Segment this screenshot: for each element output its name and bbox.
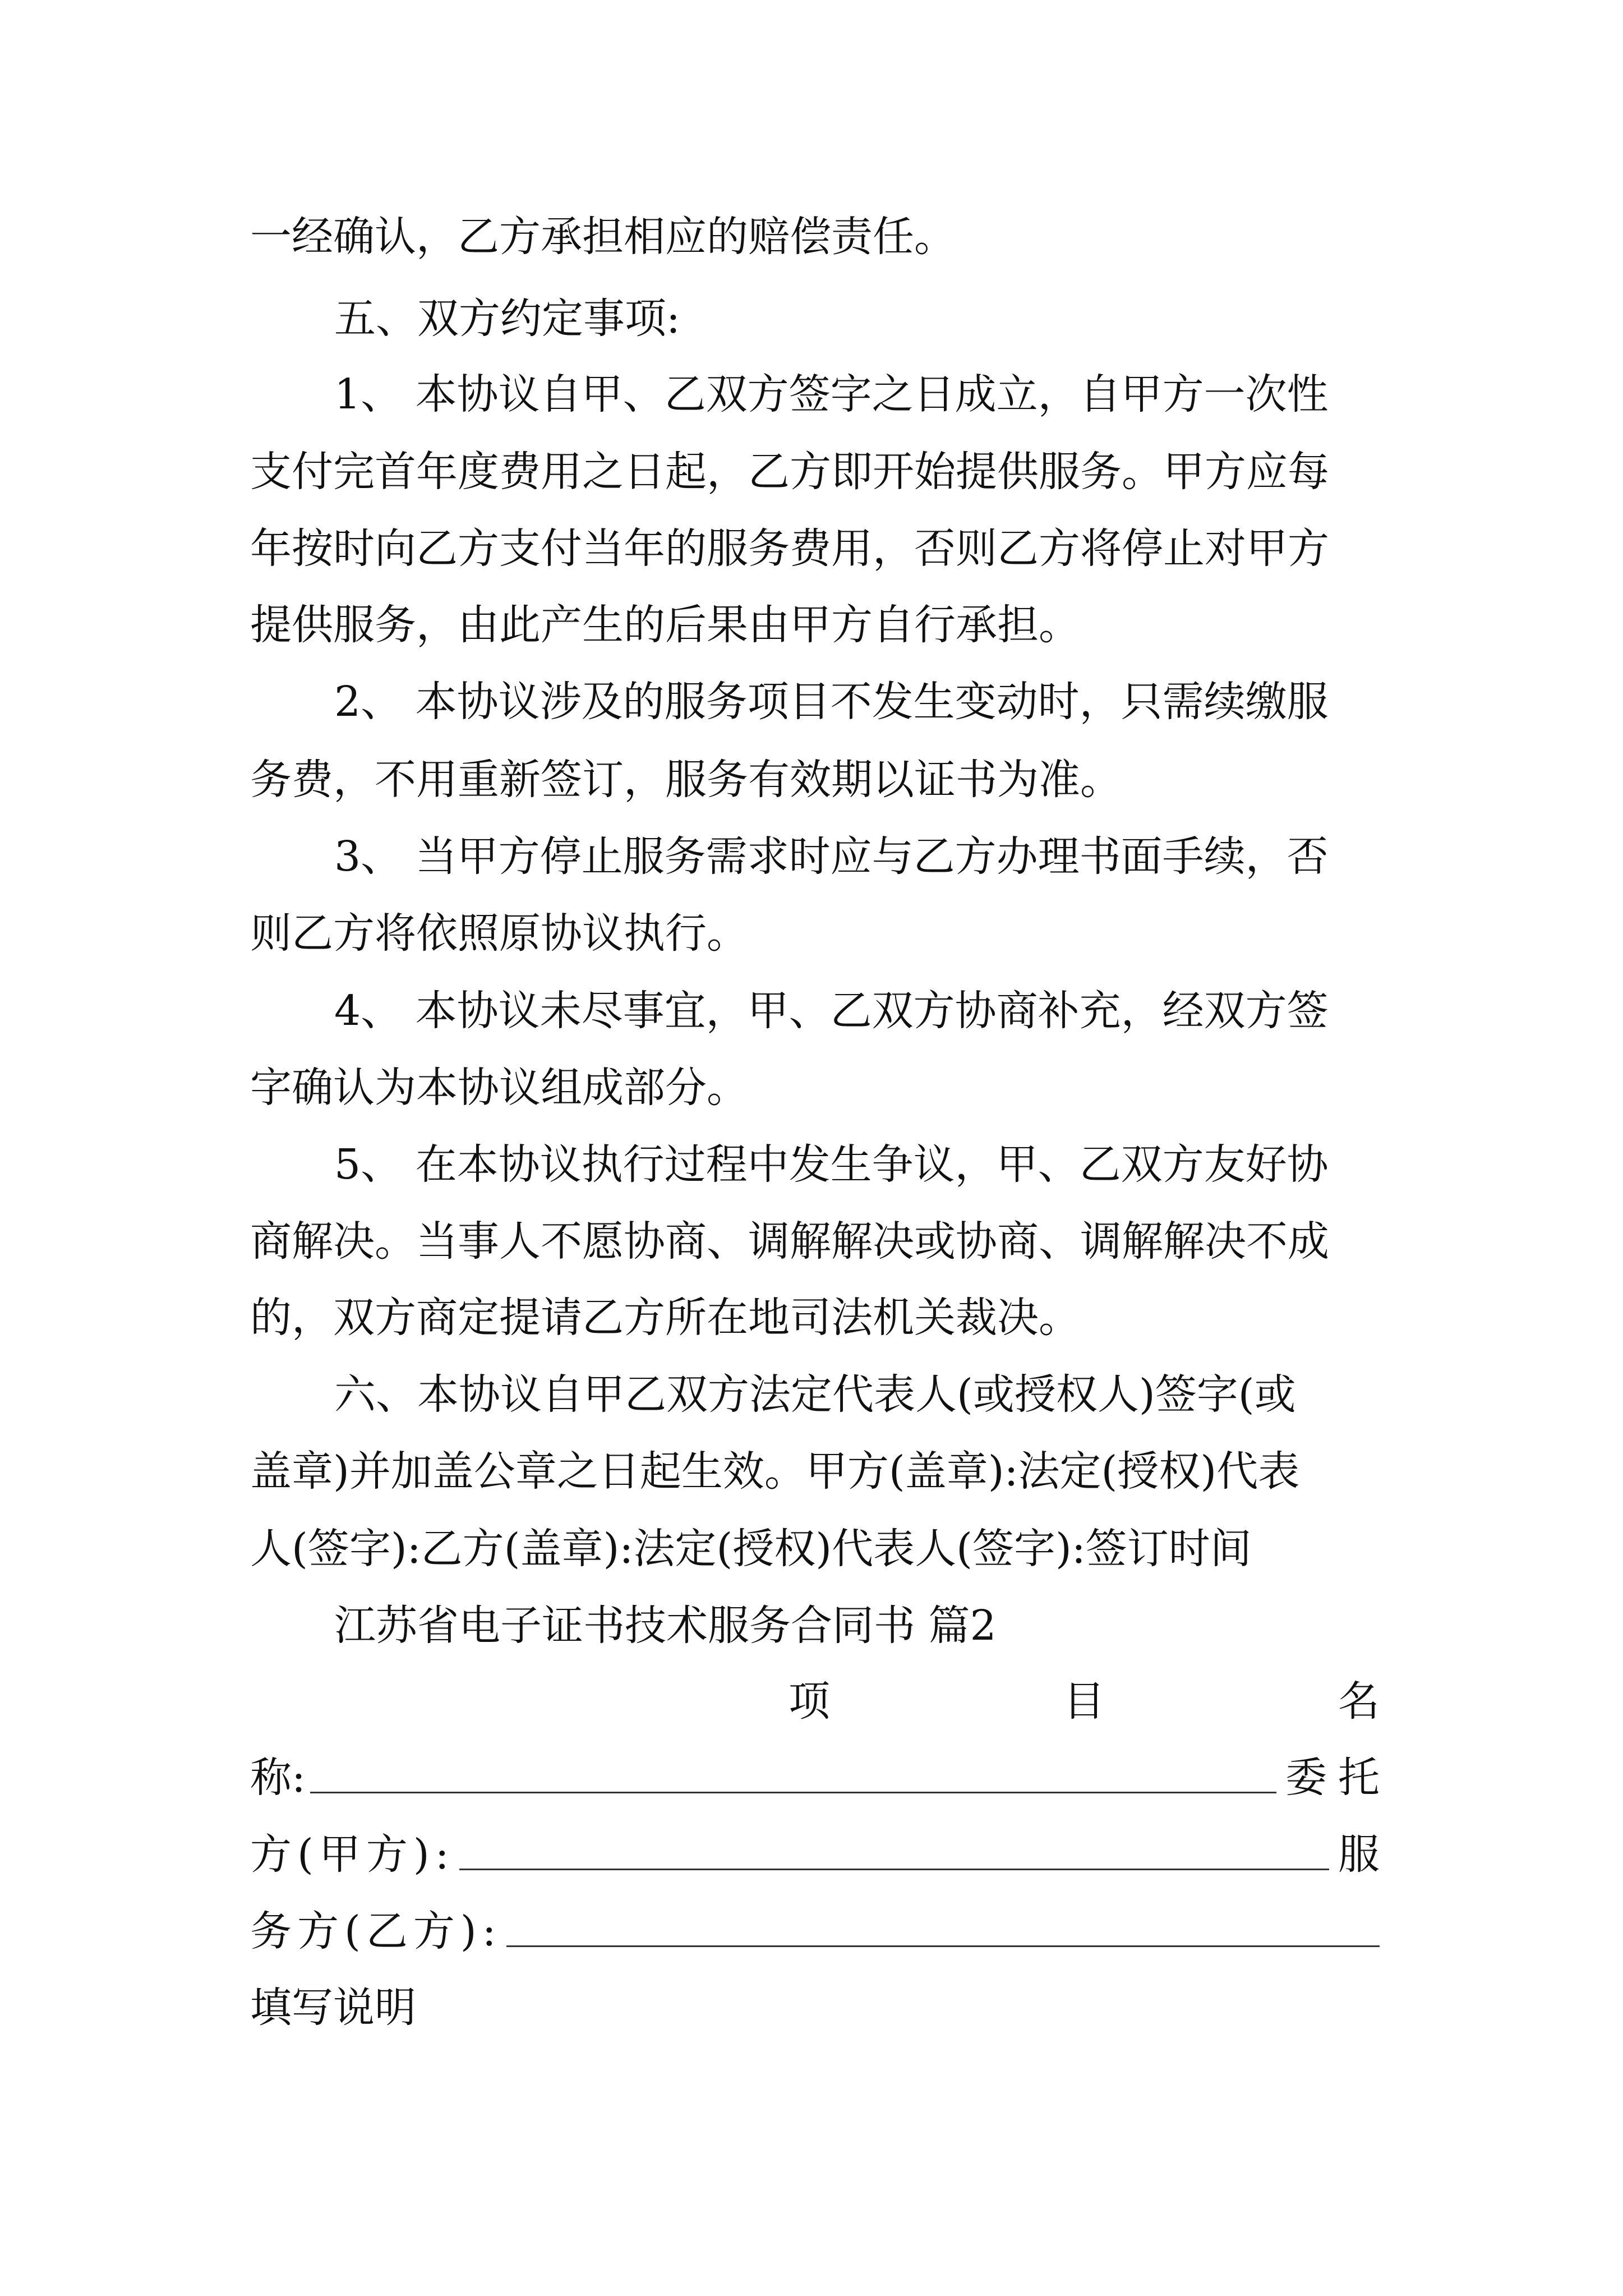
clause-2-line-1: 2、 本协议涉及的服务项目不发生变动时，只需续缴服	[334, 678, 1329, 726]
clause-1-line-4: 提供服务，由此产生的后果由甲方自行承担。	[250, 601, 1080, 649]
provider-field[interactable]	[506, 1910, 1380, 1947]
project-name-field[interactable]	[310, 1756, 1276, 1793]
clause-5-line-2: 商解决。当事人不愿协商、调解解决或协商、调解解决不成	[250, 1217, 1329, 1266]
section-heading: 五、双方约定事项:	[334, 295, 680, 343]
instructions-heading: 填写说明	[250, 1984, 416, 2032]
service-label: 服	[1338, 1830, 1380, 1879]
provider-label: 务方(乙方):	[250, 1907, 502, 1955]
clause-1-line-2: 支付完首年度费用之日起，乙方即开始提供服务。甲方应每	[250, 448, 1329, 496]
clause-6-line-2: 盖章)并加盖公章之日起生效。甲方(盖章):法定(授权)代表	[250, 1447, 1300, 1496]
document-title: 江苏省电子证书技术服务合同书 篇2	[334, 1602, 997, 1650]
spaced-char: 目	[1063, 1677, 1105, 1726]
clause-5-line-1: 5、 在本协议执行过程中发生争议，甲、乙双方友好协	[334, 1140, 1329, 1189]
client-label: 方(甲方):	[250, 1830, 455, 1879]
clause-4-line-2: 字确认为本协议组成部分。	[250, 1064, 748, 1112]
spaced-char: 项	[789, 1677, 830, 1726]
project-name-row	[250, 1750, 1380, 1806]
clause-6-line-1: 六、本协议自甲乙双方法定代表人(或授权人)签字(或	[334, 1370, 1296, 1419]
spaced-char: 名	[1338, 1677, 1380, 1726]
clause-2-line-2: 务费，不用重新签订，服务有效期以证书为准。	[250, 756, 1122, 804]
client-field[interactable]	[459, 1833, 1329, 1870]
clause-1-line-3: 年按时向乙方支付当年的服务费用，否则乙方将停止对甲方	[250, 524, 1329, 573]
project-name-label	[789, 1673, 1380, 1729]
paragraph-line: 一经确认，乙方承担相应的赔偿责任。	[250, 213, 956, 261]
clause-1-line-1: 1、 本协议自甲、乙双方签字之日成立，自甲方一次性	[334, 370, 1329, 418]
clause-5-line-3: 的，双方商定提请乙方所在地司法机关裁决。	[250, 1294, 1080, 1342]
provider-row	[250, 1903, 1380, 1959]
clause-6-line-3: 人(签字):乙方(盖章):法定(授权)代表人(签字):签订时间	[250, 1525, 1252, 1573]
clause-4-line-1: 4、 本协议未尽事宜，甲、乙双方协商补充，经双方签	[334, 987, 1329, 1035]
entrust-label: 委 托	[1285, 1754, 1380, 1802]
client-row	[250, 1826, 1380, 1883]
project-name-tail: 称:	[250, 1754, 306, 1802]
clause-3-line-1: 3、 当甲方停止服务需求时应与乙方办理书面手续，否	[334, 832, 1329, 881]
clause-3-line-2: 则乙方将依照原协议执行。	[250, 909, 748, 958]
